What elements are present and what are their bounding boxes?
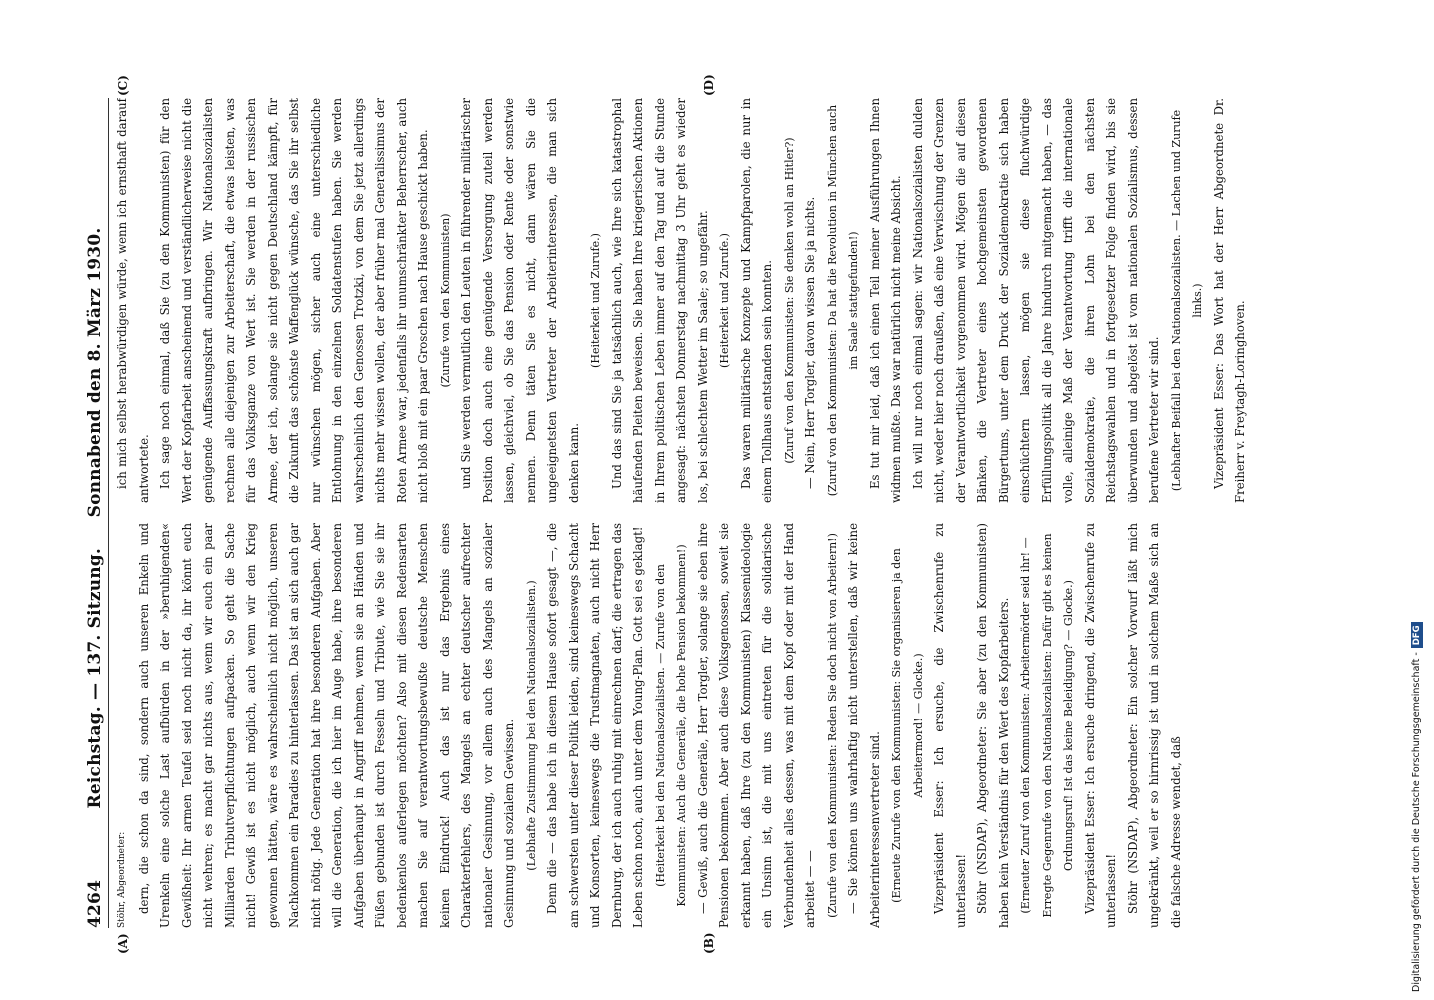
dfg-logo: DFG (1411, 622, 1423, 648)
session-title: Reichstag. — 137. Sitzung. (85, 547, 105, 809)
paragraph: — Gewiß, auch die Generäle, Herr Torgler, solange sie eben ihre Pensionen bekommen. Aber auch diese Volksgenossen, soweit sie erkannt haben, daß Ihre (zu den Kommunisten) Klassenideologie ein Unsinn ist, die mit uns eintreten für die solidarische Verbundenheit alles dessen, was mit dem Kopf oder mit der Hand arbeitet — — (695, 523, 817, 928)
interjection: (Zuruf von den Kommunisten: Da hat die Revolution in München auch im Saale stattgefunden!) (825, 104, 860, 497)
interjection: (Erneuter Zuruf von den Kommunisten: Arbeitermörder seid ihr! — Erregte Gegenrufe von den Nationalsozialisten: Dafür gibt es keinen Ordnungsruf! Ist das keine Beleidigung? — Glocke.) (1019, 533, 1075, 918)
paragraph: Stöhr (NSDAP), Abgeordneter: Ein solcher Vorwurf läßt mich ungekränkt, weil er so hirnrissig ist und in solchem Maße sich an die falsche Adresse wendet, daß (1125, 523, 1183, 928)
session-date: Sonnabend den 8. März 1930. (85, 227, 105, 518)
paragraph: Das waren militärische Konzepte und Kampfparolen, die nur in einem Tollhaus entstanden sein konnten. (738, 98, 774, 503)
header-title (85, 178, 105, 858)
margin-marker-a: (A) (116, 933, 130, 954)
interjection: (Zuruf von den Kommunisten: Sie denken wohl an Hitler?) (782, 137, 796, 464)
paragraph: dern, die schon da sind, sondern auch unseren Enkeln und Urenkeln eine solche Last aufbürden in der »beruhigenden« Gewißheit: Ihr armen Teufel seid noch nicht da, ihr könnt euch nicht wehren; es macht gar nichts aus, wenn wir euch ein paar Milliarden Tributverpflichtungen aufpacken. So geht die Sache nicht! Gewiß ist es nicht möglich, auch wenn wir den Krieg gewonnen hätten, wäre es wahrscheinlich nicht möglich, unseren Nachkommen ein Paradies zu hinterlassen. Das ist an sich auch gar nicht nötig. Jede Generation hat ihre besonderen Aufgaben. Aber will die Generation, die ich hier im Auge habe, ihre besonderen Aufgaben überhaupt in Angriff nehmen, wenn sie an Händen und Füßen gebunden ist durch Fesseln und Tribute, wie Sie sie ihr bedenkenlos auferlegen möchten? Also mit diesen Redensarten machen Sie auf verantwortungsbewußte deutsche Menschen keinen Eindruck! Auch das ist nur das Ergebnis eines Charakterfehlers, des Mangels an echter deutscher aufrechter nationaler Gesinnung, vor allem auch des Mangels an sozialer Gesinnung und sozialem Gewissen. (136, 523, 516, 928)
interjection: (Zurufe von den Kommunisten: Reden Sie doch nicht von Arbeitern!) (825, 533, 839, 918)
interjection: (Lebhafte Zustimmung bei den Nationalsozialisten.) (524, 580, 538, 871)
interjection: (Heiterkeit und Zurufe.) (718, 233, 731, 368)
paragraph: — Sie können uns wahrhaftig nicht unterstellen, daß wir keine Arbeiterinteressenvertreter sind. (846, 523, 882, 928)
digitization-credit (1408, 8, 1426, 992)
interjection: (Heiterkeit und Zurufe.) (589, 233, 602, 368)
margin-marker-d: (D) (702, 74, 716, 96)
paragraph: Denn die — das habe ich in diesem Hause sofort gesagt —, die am schwersten unter dieser Politik leiden, sind keineswegs Schacht und Konsorten, keineswegs die Trustmagnaten, auch nicht Herr Dernburg, der ich auch ruhig mit einrechnen darf; die ertragen das Leben schon noch, auch unter dem Young-Plan. Gott sei es geklagt! (545, 523, 645, 928)
paragraph: Ich sage noch einmal, daß Sie (zu den Kommunisten) für den Wert der Kopfarbeit anscheinend und verständlicherweise nicht die genügende Auffassungskraft aufbringen. Wir Nationalsozialisten rechnen alle diejenigen zur Arbeiterschaft, die etwas leisten, was für das Volksganze von Wert ist. Sie werden in der russischen Armee, der ich, solange sie nicht gegen Deutschland kämpft, für die Zukunft das schönste Waffenglück wünsche, das Sie ihr selbst nur wünschen mögen, sicher auch eine unterschiedliche Entlohnung in den einzelnen Soldatenstufen haben. Sie werden wahrscheinlich den Genossen Trotzki, von dem Sie jetzt allerdings nichts mehr wissen wollen, der aber früher mal Generalissimus der Roten Armee war, jedenfalls ihr unumschränkter Beherrscher, auch nicht bloß mit ein paar Groschen nach Hause geschickt haben. (158, 98, 430, 503)
header-rule (108, 98, 109, 928)
document-page (82, 74, 1302, 954)
margin-marker-b: (B) (702, 932, 716, 954)
paragraph: Vizepräsident Esser: Ich ersuche, die Zwischenrufe zu unterlassen! (932, 523, 968, 928)
interjection: (Heiterkeit bei den Nationalsozialisten. — Zurufe von den Kommunisten: Auch die Generäle, die hohe Pension bekommen!) (653, 544, 688, 907)
margin-marker-c: (C) (116, 75, 130, 96)
column-right (112, 98, 1297, 503)
page-header (82, 98, 108, 928)
interjection: (Erneute Zurufe von den Kommunisten: Sie organisieren ja den Arbeitermord! — Glocke.) (890, 548, 925, 903)
page-number: 4264 (85, 879, 105, 928)
speaker-running-head: Stöhr, Abgeordneter: (117, 831, 127, 928)
paragraph: Vizepräsident Esser: Das Wort hat der Herr Abgeordnete Dr. Freiherr v. Freytagh-Loringhoven. (1211, 98, 1247, 503)
paragraph: Vizepräsident Esser: Ich ersuche dringend, die Zwischenrufe zu unterlassen! (1082, 523, 1118, 928)
paragraph: Es tut mir leid, daß ich einen Teil meiner Ausführungen Ihnen widmen mußte. Das war natürlich nicht meine Absicht. (867, 98, 903, 503)
interjection: (Lebhafter Beifall bei den Nationalsozialisten. — Lachen und Zurufe links.) (1169, 109, 1204, 492)
paragraph: Ich will nur noch einmal sagen: wir Nationalsozialisten dulden nicht, weder hier noch draußen, daß eine Verwischung der Grenzen der Verantwortlichkeit vorgenommen wird. Mögen die auf diesen Bänken, die Vertreter eines hochgemeinsten gewordenen Bürgertums, unter dem Druck der Sozialdemokratie sich haben einschüchtern lassen, mögen sie diese fluchwürdige Erfüllungspolitik all die Jahre hindurch mitgemacht haben, — das volle, alleinige Maß der Verantwortung trifft die internationale Sozialdemokratie, die ihren Lohn bei den nächsten Reichstagswahlen und in fortgesetzter Folge finden wird, bis sie überwunden und abgelöst ist vom nationalen Sozialismus, dessen berufene Vertreter wir sind. (910, 98, 1161, 503)
paragraph: Und das sind Sie ja tatsächlich auch, wie Ihre sich katastrophal häufenden Pleiten beweisen. Sie haben Ihre kriegerischen Aktionen in Ihrem politischen Leben immer auf den Tag und auf die Stunde angesagt: nächsten Donnerstag nachmittag 3 Uhr geht es wieder los, bei schlechtem Wetter im Saale; so ungefähr. (609, 98, 710, 503)
interjection: (Zurufe von den Kommunisten) (438, 213, 452, 388)
paragraph: Stöhr (NSDAP), Abgeordneter: Sie aber (zu den Kommunisten) haben kein Verständnis für den Wert des Kopfarbeiters. (975, 523, 1011, 928)
paragraph: ich mich selbst herabwürdigen würde, wenn ich ernsthaft darauf antwortete. (115, 98, 151, 503)
credit-text: Digitalisierung gefördert durch die Deutsche Forschungsgemeinschaft - (1411, 652, 1422, 992)
paragraph: und Sie werden vermutlich den Leuten in führender militärischer Position doch auch eine genügende Versorgung zuteil werden lassen, gleichviel, ob Sie das Pension oder Rente oder sonstwie nennen. Denn täten Sie es nicht, dann wären Sie die ungeeignetsten Vertreter der Arbeiterinteressen, die man sich denken kann. (459, 98, 581, 503)
column-left (112, 523, 1297, 928)
paragraph: — Nein, Herr Torgler, davon wissen Sie ja nichts. (803, 196, 817, 489)
